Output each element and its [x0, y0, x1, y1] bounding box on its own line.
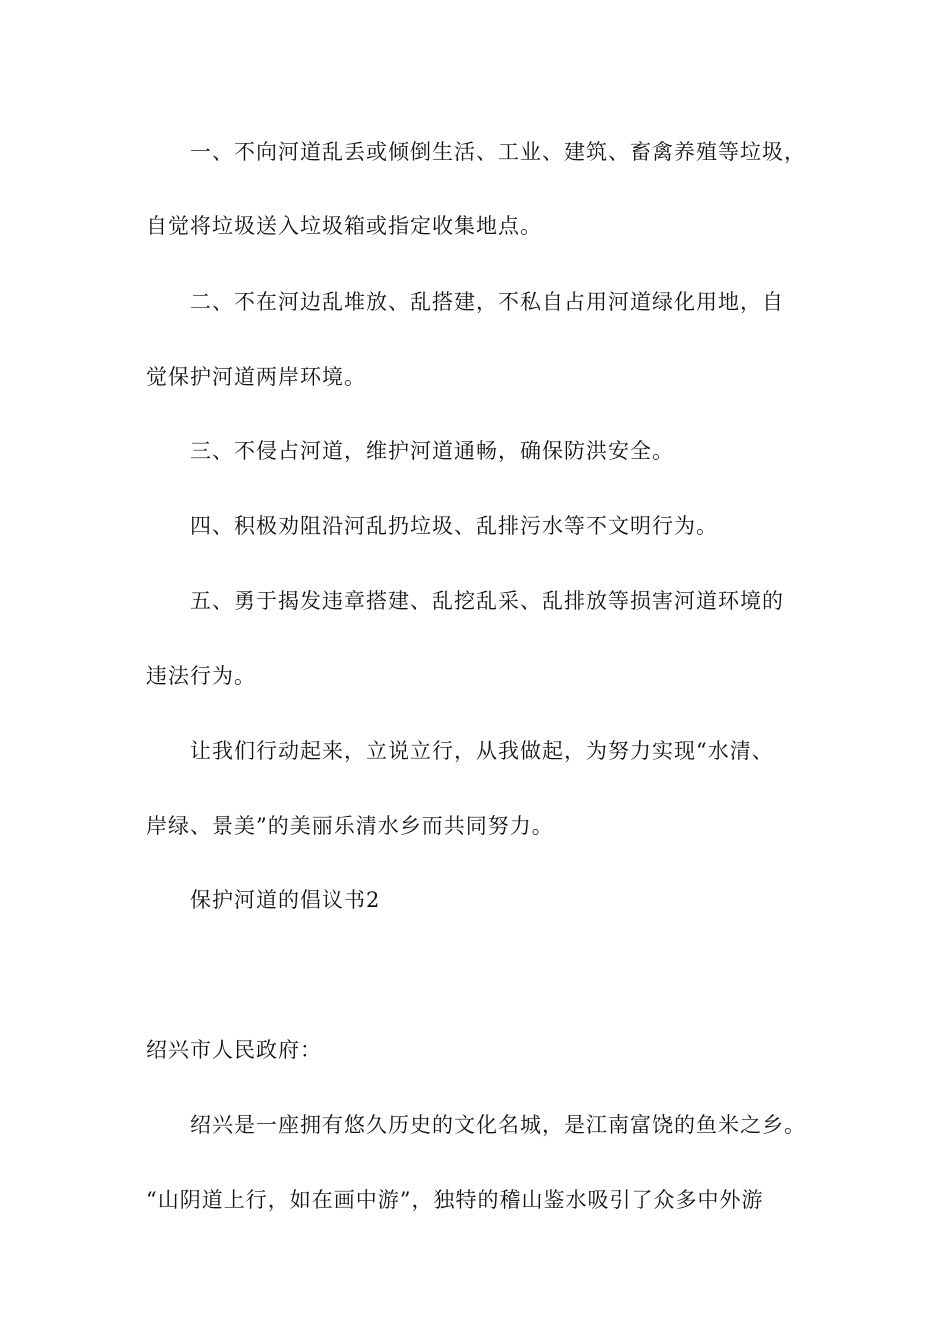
paragraph-line: 五、勇于揭发违章搭建、乱挖乱采、乱排放等损害河道环境的 [190, 589, 784, 613]
paragraph-line: 二、不在河边乱堆放、乱搭建，不私自占用河道绿化用地，自 [190, 290, 784, 314]
paragraph-line: 自觉将垃圾送入垃圾箱或指定收集地点。 [146, 214, 542, 238]
salutation: 绍兴市人民政府： [146, 1038, 322, 1062]
paragraph-line: 绍兴是一座拥有悠久历史的文化名城，是江南富饶的鱼米之乡。 [190, 1113, 806, 1137]
paragraph-line: “山阴道上行，如在画中游”，独特的稽山鉴水吸引了众多中外游 [146, 1188, 764, 1212]
paragraph-line: 岸绿、景美”的美丽乐清水乡而共同努力。 [146, 814, 554, 838]
paragraph-line: 三、不侵占河道，维护河道通畅，确保防洪安全。 [190, 439, 674, 463]
paragraph-line: 一、不向河道乱丢或倾倒生活、工业、建筑、畜禽养殖等垃圾， [190, 140, 806, 164]
paragraph-line: 让我们行动起来，立说立行，从我做起，为努力实现“水清、 [190, 739, 774, 763]
paragraph-line: 四、积极劝阻沿河乱扔垃圾、乱排污水等不文明行为。 [190, 514, 718, 538]
paragraph-line: 觉保护河道两岸环境。 [146, 365, 366, 389]
paragraph-line: 违法行为。 [146, 664, 256, 688]
section-heading: 保护河道的倡议书2 [190, 888, 381, 912]
